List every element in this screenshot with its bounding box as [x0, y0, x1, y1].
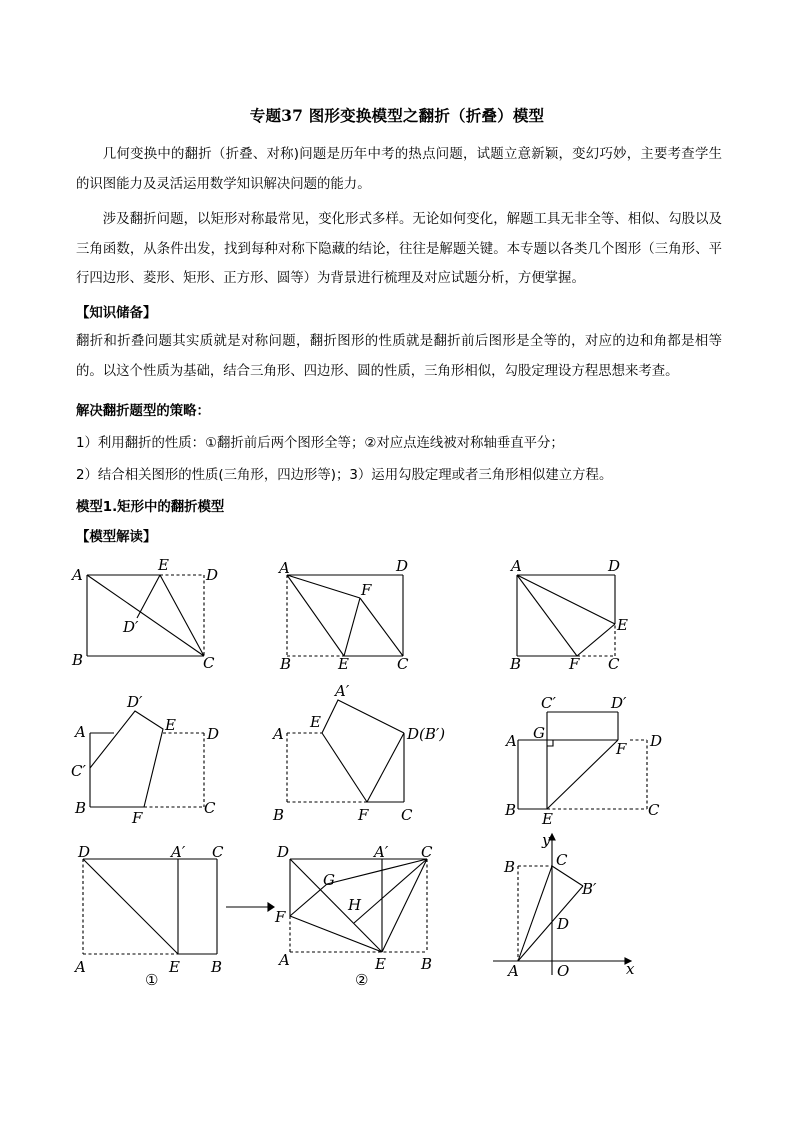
- label-F: F: [275, 908, 286, 926]
- label-E: E: [158, 556, 169, 574]
- label-A: A: [506, 732, 517, 750]
- label-D: D: [207, 725, 220, 743]
- label-num-2: ②: [355, 971, 369, 989]
- label-H: H: [348, 896, 362, 914]
- strategy-heading: 解决翻折题型的策略：: [76, 404, 210, 419]
- label-F: F: [358, 806, 369, 824]
- figure-3: [505, 555, 640, 673]
- label-B: B: [421, 955, 433, 973]
- label-C: C: [401, 806, 413, 824]
- label-C: C: [608, 655, 620, 673]
- label-y: y: [542, 831, 551, 849]
- label-num-1: ①: [145, 971, 159, 989]
- label-E: E: [338, 655, 349, 673]
- label-B: B: [211, 958, 223, 976]
- figure-6: [500, 690, 670, 830]
- label-D: D: [396, 557, 409, 575]
- label-A: A: [508, 962, 519, 980]
- strategy-item-2: 2）结合相关图形的性质(三角形，四边形等)；3）运用勾股定理或者三角形相似建立方程。: [76, 468, 613, 483]
- label-E: E: [617, 616, 628, 634]
- label-E: E: [165, 716, 176, 734]
- label-B: B: [72, 651, 84, 669]
- strategy-item-1: 1）利用翻折的性质：①翻折前后两个图形全等；②对应点连线被对称轴垂直平分；: [76, 436, 564, 451]
- label-C: C: [203, 654, 215, 672]
- label-C: C: [556, 851, 568, 869]
- label-D: D: [650, 732, 663, 750]
- label-B: B: [273, 806, 285, 824]
- label-F: F: [361, 581, 372, 599]
- label-E: E: [375, 955, 386, 973]
- label-Dprime: D′: [123, 618, 139, 636]
- label-B: B: [504, 858, 516, 876]
- model-heading: 模型1.矩形中的翻折模型: [76, 500, 225, 515]
- label-F: F: [616, 740, 627, 758]
- model-read-heading: 【模型解读】: [76, 530, 157, 545]
- label-A: A: [279, 559, 290, 577]
- figure-4: [70, 688, 230, 828]
- page-title: 专题37 图形变换模型之翻折（折叠）模型: [249, 106, 545, 125]
- label-Cprime: C′: [541, 694, 556, 712]
- label-B: B: [505, 801, 517, 819]
- label-A: A: [273, 725, 284, 743]
- section-knowledge: 【知识储备】: [76, 306, 157, 321]
- label-E: E: [542, 810, 553, 828]
- label-G: G: [323, 871, 335, 889]
- label-D: D: [277, 843, 290, 861]
- label-F: F: [132, 809, 143, 827]
- label-Dprime: D′: [127, 693, 143, 711]
- label-Bprime: B′: [582, 880, 597, 898]
- label-D: D: [206, 566, 219, 584]
- label-D: D: [78, 843, 91, 861]
- label-E: E: [310, 713, 321, 731]
- intro-paragraph-2: 涉及翻折问题，以矩形对称最常见，变化形式多样。无论如何变化，解题工具无非全等、相似、勾股以及三角函数，从条件出发，找到每种对称下隐藏的结论，往往是解题关键。本专题以各类几个图形（三角形、平行四边形、菱形、矩形、正方形、圆等）为背景进行梳理及对应试题分析，方便掌握。: [76, 212, 722, 286]
- intro-paragraph-1: 几何变换中的翻折（折叠、对称)问题是历年中考的热点问题，试题立意新颖，变幻巧妙，主要考查学生的识图能力及灵活运用数学知识解决问题的能力。: [76, 147, 722, 192]
- label-G: G: [533, 724, 545, 742]
- label-D: D: [557, 915, 570, 933]
- figure-1: [70, 555, 230, 670]
- label-x: x: [626, 960, 635, 978]
- label-F: F: [569, 655, 580, 673]
- label-Aprime: A′: [171, 843, 186, 861]
- label-A: A: [72, 566, 83, 584]
- label-A: A: [279, 951, 290, 969]
- label-C: C: [648, 801, 660, 819]
- figure-7: [70, 842, 235, 992]
- label-E: E: [169, 958, 180, 976]
- label-D: D: [608, 557, 621, 575]
- label-Aprime: A′: [374, 843, 389, 861]
- label-A: A: [511, 557, 522, 575]
- label-Cprime: C′: [71, 762, 86, 780]
- knowledge-text: 翻折和折叠问题其实质就是对称问题，翻折图形的性质就是翻折前后图形是全等的，对应的边和角都是相等的。以这个性质为基础，结合三角形、四边形、圆的性质，三角形相似，勾股定理设方程思想来考查。: [76, 334, 722, 379]
- label-D-Bprime: D(B′): [407, 725, 446, 743]
- label-B: B: [510, 655, 522, 673]
- figure-2: [270, 555, 430, 673]
- label-O: O: [557, 962, 570, 980]
- label-Aprime: A′: [335, 682, 350, 700]
- figure-9: [490, 830, 650, 980]
- arrow-icon: [224, 898, 274, 918]
- label-C: C: [421, 843, 433, 861]
- label-C: C: [204, 799, 216, 817]
- label-C: C: [397, 655, 409, 673]
- label-A: A: [75, 958, 86, 976]
- figure-5: [270, 678, 470, 828]
- label-B: B: [75, 799, 87, 817]
- label-Dprime: D′: [611, 694, 627, 712]
- label-A: A: [75, 723, 86, 741]
- label-B: B: [280, 655, 292, 673]
- label-C: C: [212, 843, 224, 861]
- figure-8: [270, 842, 445, 992]
